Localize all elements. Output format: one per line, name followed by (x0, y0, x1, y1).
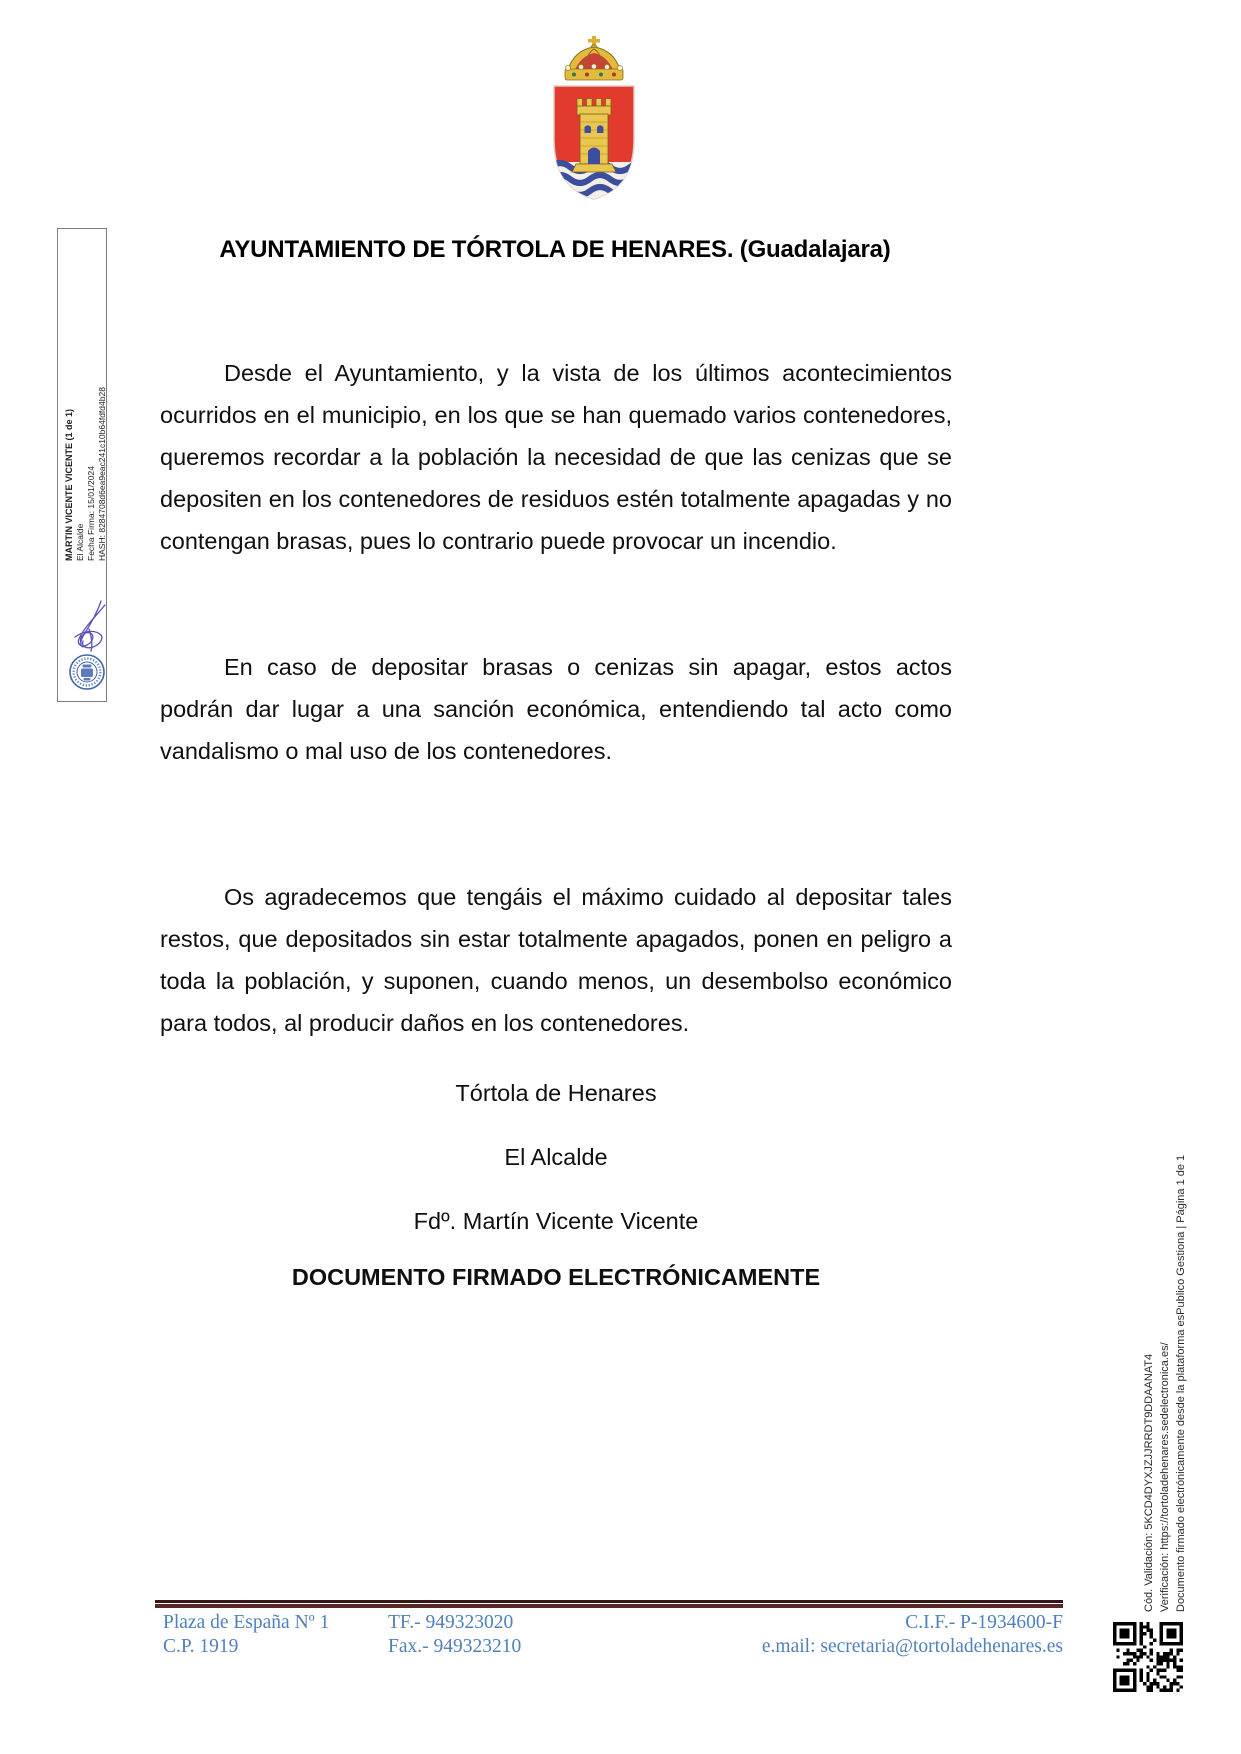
body-paragraph: En caso de depositar brasas o cenizas sin apagar, estos actos podrán dar lugar a una sanción económica, entendiendo tal acto como vandalismo o mal uso de los contenedores. (160, 654, 952, 764)
signed-electronically-notice: DOCUMENTO FIRMADO ELECTRÓNICAMENTE (291, 1264, 821, 1290)
signature-box-rotated-text (64, 231, 108, 561)
document-title: AYUNTAMIENTO DE TÓRTOLA DE HENARES. (Guadalajara) (219, 236, 891, 263)
address-line-1: Plaza de España Nº 1 (163, 1612, 330, 1633)
coat-of-arms-icon (538, 36, 650, 204)
signature-hash: HASH: 8284708d6ea9eac241c10b64fdfd4b28 (97, 387, 107, 561)
validation-sidebar (1141, 912, 1189, 1612)
verification-url: Verificación: https://tortoladehenares.sedelectronica.es/ (1159, 1342, 1171, 1612)
footer-rule (155, 1600, 1063, 1608)
signer-name: MARTIN VICENTE VICENTE (1 de 1) (64, 408, 74, 561)
footer-phone-fax (388, 1611, 521, 1658)
closing-place: Tórtola de Henares (455, 1080, 657, 1106)
shield-icon (550, 86, 650, 204)
footer-cif-email (600, 1611, 1063, 1658)
fax-number: Fax.- 949323210 (388, 1635, 522, 1657)
footer-address (163, 1611, 329, 1658)
body-paragraph: Desde el Ayuntamiento, y la vista de los últimos acontecimientos ocurridos en el municipio, en los que se han quemado varios contenedores, queremos recordar a la población la necesidad de que las cenizas que se depositen en los contenedores de residuos estén totalmente apagadas y no contengan brasas, pues lo contrario puede provocar un incendio. (160, 360, 952, 554)
closing-role: El Alcalde (504, 1144, 608, 1170)
body-paragraph: Os agradecemos que tengáis el máximo cuidado al depositar tales restos, que depositados sin estar totalmente apagados, ponen en peligro a toda la población, y suponen, cuando menos, un desembolso económico para todos, al producir daños en los contenedores. (160, 884, 952, 1036)
platform-note: Documento firmado electrónicamente desde la plataforma esPublico Gestiona | Página 1 de 1 (1175, 1154, 1187, 1612)
official-stamp-icon (68, 653, 106, 691)
signature-scribble-icon (71, 599, 109, 653)
signature-date: Fecha Firma: 15/01/2024 (86, 466, 96, 561)
letter-body (160, 352, 952, 1044)
signer-role: El Alcalde (75, 523, 85, 561)
postal-code: C.P. 1919 (163, 1635, 239, 1657)
closing-signatory: Fdº. Martín Vicente Vicente (413, 1208, 699, 1234)
electronic-signature-box (57, 228, 107, 702)
qr-code-icon (1113, 1622, 1183, 1692)
email-address: e.mail: secretaria@tortoladehenares.es (761, 1635, 1063, 1657)
crown-icon (565, 36, 623, 80)
validation-code: Cód. Validación: 5KCD4DYXJZJJRRDT9DDAANAT4 (1143, 1353, 1155, 1612)
phone-number: TF.- 949323020 (388, 1612, 514, 1633)
cif-number: C.I.F.- P-1934600-F (905, 1612, 1063, 1633)
